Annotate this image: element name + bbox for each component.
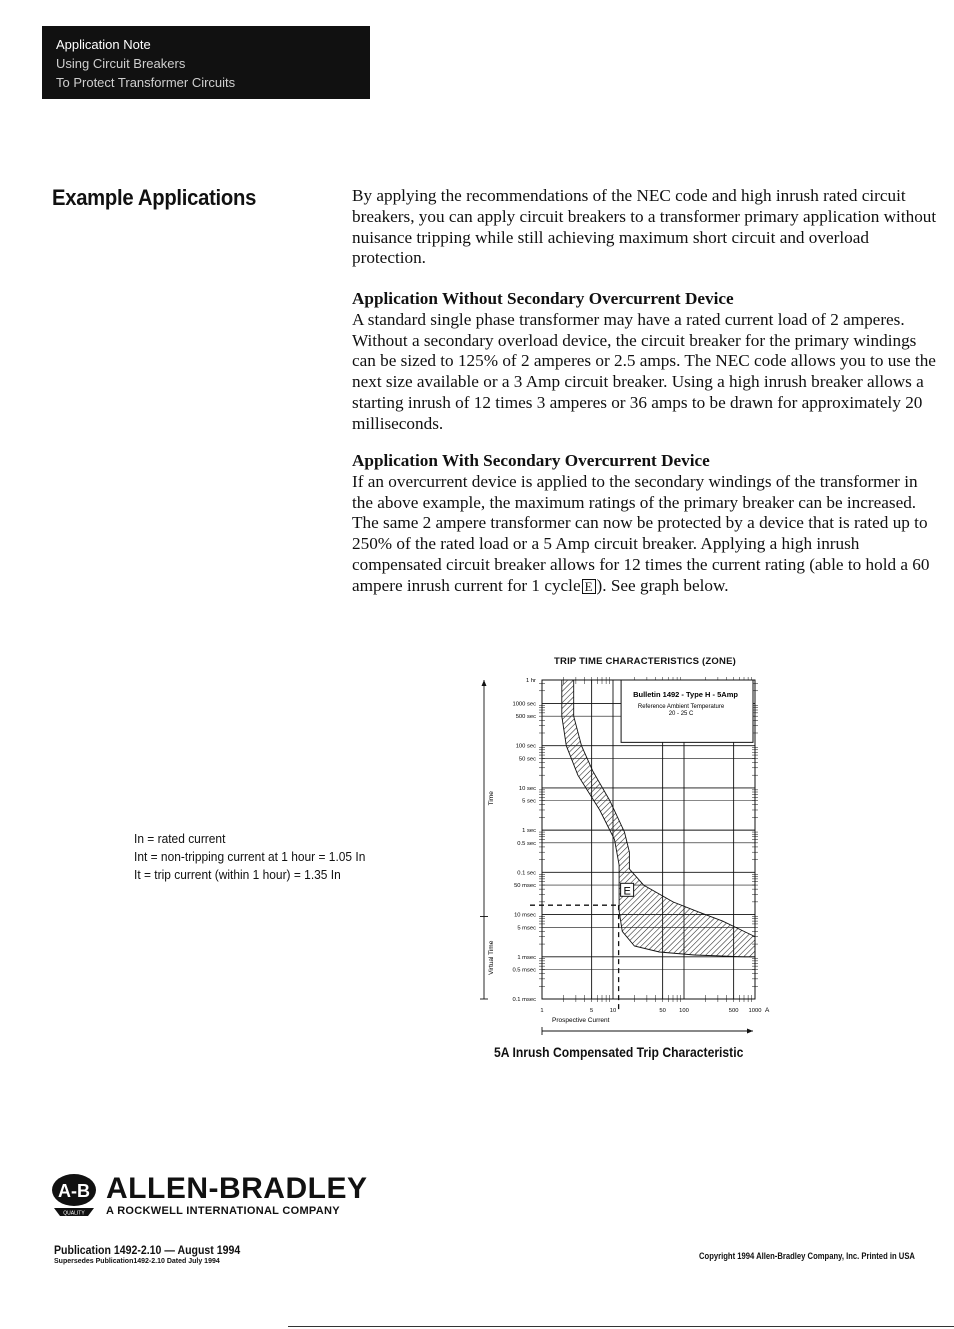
allen-bradley-logo-icon: [50, 1172, 102, 1218]
x-axis-labels: [540, 1008, 761, 1014]
chart-legend: [621, 680, 753, 742]
with-secondary-body-start: If an overcurrent device is applied to the secondary windings of the transformer in the above example, the maximum ratings of the primary breaker can be increased. The same 2 ampere transformer can now be protected by a device that is rated up to 250% of the rated load or a 5 Amp circuit breaker. Applying a high inrush compensated circuit breaker allows for 12 times the current rating (able to hold a 60 ampere inrush current for 1 cycle: [352, 471, 930, 595]
company-name: ALLEN-BRADLEY: [106, 1172, 368, 1205]
marker-e-text: E: [623, 885, 631, 898]
y-tick-label: 5 sec: [522, 798, 536, 805]
y-axis-label-virtual-time: Virtual Time: [488, 940, 495, 975]
y-tick-label: 1 hr: [526, 678, 536, 684]
x-tick-label: 50: [659, 1008, 666, 1014]
trip-curve-chart: [470, 670, 780, 1040]
without-secondary-heading: Application Without Secondary Overcurrent Device: [352, 289, 734, 308]
header-line-2: Using Circuit Breakers: [56, 56, 186, 71]
without-secondary-body: A standard single phase transformer may have a rated current load of 2 amperes. Without a secondary overload device, the circuit breaker for the primary windings can be sized to 125% of 2 amperes or 2.5 amps. The NEC code allows you to use the next size available or a 3 Amp circuit breaker. Using a high inrush breaker allows a starting inrush of 12 times 3 amperes or 36 amps to be drawn for approximately 20 milliseconds.: [352, 309, 936, 433]
copyright-notice: Copyright 1994 Allen-Bradley Company, Inc. Printed in USA: [699, 1251, 915, 1261]
company-subtitle: A ROCKWELL INTERNATIONAL COMPANY: [106, 1205, 340, 1217]
definition-item: It = trip current (within 1 hour) = 1.35 In: [134, 867, 341, 882]
header-line-1: Application Note: [56, 37, 151, 52]
y-tick-label: 0.1 msec: [512, 997, 536, 1003]
logo-badge-text: A-B: [58, 1181, 90, 1201]
x-axis-arrow: [542, 1027, 753, 1035]
current-axis-arrowhead: [747, 1029, 753, 1034]
marker-e-box: E: [582, 579, 596, 594]
without-secondary-section: [352, 289, 942, 435]
bottom-rule: [288, 1326, 954, 1327]
definition-item: In = rated current: [134, 831, 226, 846]
publication-number: Publication 1492-2.10 — August 1994: [54, 1243, 241, 1257]
x-tick-label: 1000: [748, 1008, 762, 1014]
with-secondary-body: [352, 472, 942, 597]
y-tick-label: 10 sec: [518, 785, 536, 792]
time-axis-arrowhead: [482, 680, 487, 686]
legend-title: Bulletin 1492 - Type H - 5Amp: [633, 690, 738, 699]
y-axis-arrows: [480, 680, 488, 999]
x-tick-label: 5: [590, 1008, 594, 1014]
logo-quality-text: QUALITY: [63, 1210, 85, 1217]
y-tick-label: 10 msec: [514, 912, 536, 919]
x-tick-label: 1: [540, 1008, 544, 1014]
chart-caption: 5A Inrush Compensated Trip Characteristic: [494, 1045, 744, 1060]
definitions-list: [134, 830, 365, 884]
with-secondary-section: [352, 451, 942, 597]
y-axis-labels: [512, 678, 536, 1003]
header-line-3: To Protect Transformer Circuits: [56, 75, 236, 90]
with-secondary-body-end: ). See graph below.: [596, 575, 729, 595]
x-tick-label: 10: [609, 1008, 617, 1014]
chart-title: TRIP TIME CHARACTERISTICS (ZONE): [554, 656, 736, 667]
supersedes-note: Supersedes Publication1492-2.10 Dated July 1994: [54, 1258, 220, 1265]
y-tick-label: 50 msec: [514, 883, 536, 890]
y-tick-label: 1 sec: [522, 828, 536, 835]
x-axis-unit: A: [765, 1007, 770, 1014]
y-tick-label: 0.5 sec: [517, 840, 536, 847]
section-title: Example Applications: [52, 185, 257, 210]
x-tick-label: 500: [728, 1008, 739, 1014]
intro-text: By applying the recommendations of the NEC code and high inrush rated circuit breakers, you can apply circuit breakers to a transformer primary application without nuisance tripping while still achieving maximum short circuit and overload protection.: [352, 186, 937, 268]
x-axis-label: Prospective Current: [552, 1017, 610, 1024]
header-banner: [42, 26, 370, 99]
legend-line-1: Reference Ambient Temperature: [637, 704, 725, 710]
y-tick-label: 1000 sec: [512, 701, 536, 708]
y-tick-label: 5 msec: [517, 925, 536, 932]
with-secondary-heading: Application With Secondary Overcurrent Device: [352, 451, 710, 470]
y-tick-label: 500 sec: [515, 714, 536, 721]
y-tick-label: 100 sec: [515, 743, 536, 750]
legend-line-2: 20 - 25 C: [668, 711, 694, 717]
y-tick-label: 0.1 sec: [517, 870, 536, 877]
marker-e: [621, 883, 634, 897]
y-tick-label: 0.5 msec: [512, 967, 536, 974]
definition-item: Int = non-tripping current at 1 hour = 1.05 In: [134, 849, 366, 864]
x-tick-label: 100: [679, 1008, 689, 1014]
y-tick-label: 50 sec: [518, 756, 536, 763]
y-tick-label: 1 msec: [517, 954, 536, 961]
intro-paragraph: [352, 186, 942, 269]
y-axis-label-time: Time: [488, 791, 495, 806]
